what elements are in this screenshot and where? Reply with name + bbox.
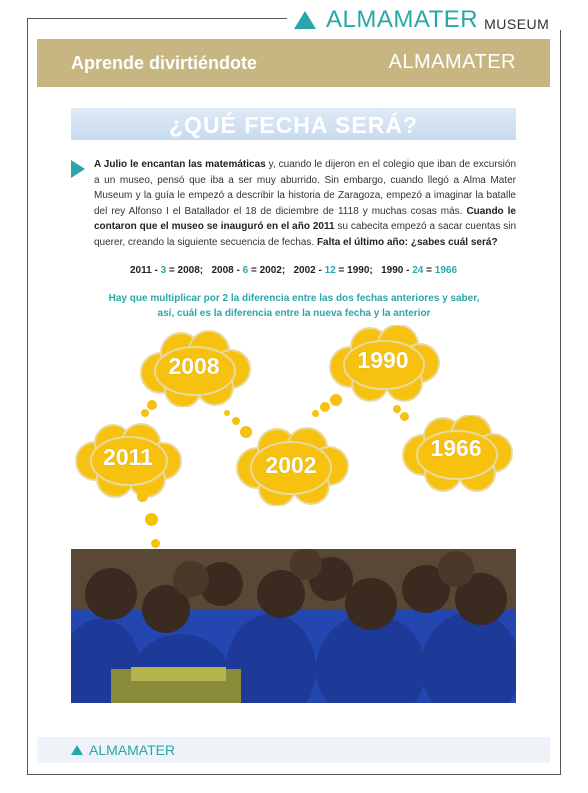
cloud-label-1990: 1990 (357, 347, 409, 373)
header-band (37, 39, 550, 87)
thought-dot (320, 402, 330, 412)
group-of-students-icon (71, 549, 516, 703)
cloud-label-2002: 2002 (265, 452, 317, 478)
thought-dot (330, 394, 342, 406)
bullet-triangle-icon (71, 160, 85, 178)
intro-text-1: y, cuando le dijeron en el colegio que iban de excursión a un museo, pensó que iba a ser muy aburrido. Sin embargo, cuando llegó a Alma Mater Museum y la guía le empezó a describir la historia de Zaragoza, empezó a imaginar la batalle del rey Alfonso I el Batallador el 18 de diciembre de 1118 y muchas cosas más. (94, 159, 516, 217)
title-band (71, 108, 516, 140)
seq-1c: = 2008; (166, 265, 204, 276)
cloud-label-2008: 2008 (168, 353, 220, 379)
almamater-museum-logo (294, 6, 549, 34)
cloud-2002 (233, 426, 349, 506)
seq-4a: 1990 - (381, 265, 413, 276)
thought-dot (147, 400, 157, 410)
students-photo (71, 549, 516, 703)
seq-3c: = 1990; (335, 265, 373, 276)
footer-mater: MATER (127, 742, 176, 758)
intro-bold-1: A Julio le encantan las matemáticas (94, 159, 266, 170)
thought-dot (224, 410, 230, 416)
header-tagline: Aprende divirtiéndote (71, 53, 258, 73)
hint-line-2: así, cuál es la diferencia entre la nueva fecha y la anterior (157, 308, 431, 319)
cloud-label-2011: 2011 (103, 444, 153, 470)
seq-3a: 2002 - (293, 265, 325, 276)
footer-alma: ALMA (89, 742, 128, 758)
hint-text (90, 291, 498, 321)
cloud-2011 (73, 423, 183, 499)
cloud-2008 (137, 329, 251, 407)
cloud-1990 (326, 325, 440, 403)
intro-paragraph (94, 157, 516, 250)
seq-2c: = 2002; (248, 265, 286, 276)
logo-alma: ALMA (326, 6, 394, 33)
triangle-icon (71, 745, 83, 755)
thought-dot (141, 409, 149, 417)
intro-text-2: su cabecita empezó a sacar cuentas sin querer, creando la siguiente secuencia de fechas. (94, 221, 517, 248)
seq-3b: 12 (324, 265, 336, 276)
thought-dot (137, 491, 148, 502)
triangle-icon (294, 11, 316, 29)
thought-dot (145, 513, 158, 526)
thought-dot (312, 410, 319, 417)
thought-dot (400, 412, 409, 421)
thought-dot (232, 417, 240, 425)
seq-2a: 2008 - (211, 265, 243, 276)
intro-bold-2: Cuando le contaron que el museo se inauguró en el año 2011 (94, 205, 516, 232)
seq-4b: 24 (412, 265, 424, 276)
seq-2b: 6 (242, 265, 249, 276)
thought-dot (151, 539, 160, 548)
seq-4d: 1966 (434, 265, 458, 276)
hint-line-1: Hay que multiplicar por 2 la diferencia entre las dos fechas anteriores y saber, (108, 293, 480, 304)
thought-dot (240, 426, 252, 438)
footer-logo (71, 742, 175, 758)
logo-mater: MATER (393, 6, 479, 33)
thought-dot (393, 405, 401, 413)
header-brand: ALMAMATER (388, 51, 516, 73)
seq-1a: 2011 - (129, 265, 161, 276)
logo-museum: MUSEUM (484, 16, 550, 32)
cloud-1966 (399, 415, 513, 493)
intro-bold-3: Falta el último año: ¿sabes cuál será? (316, 236, 498, 248)
cloud-label-1966: 1966 (430, 435, 482, 461)
page-title: ¿QUÉ FECHA SERÁ? (169, 112, 418, 138)
seq-4c: = (423, 265, 435, 276)
date-sequence (71, 265, 516, 276)
seq-1b: 3 (160, 265, 167, 276)
footer-band (37, 737, 550, 763)
